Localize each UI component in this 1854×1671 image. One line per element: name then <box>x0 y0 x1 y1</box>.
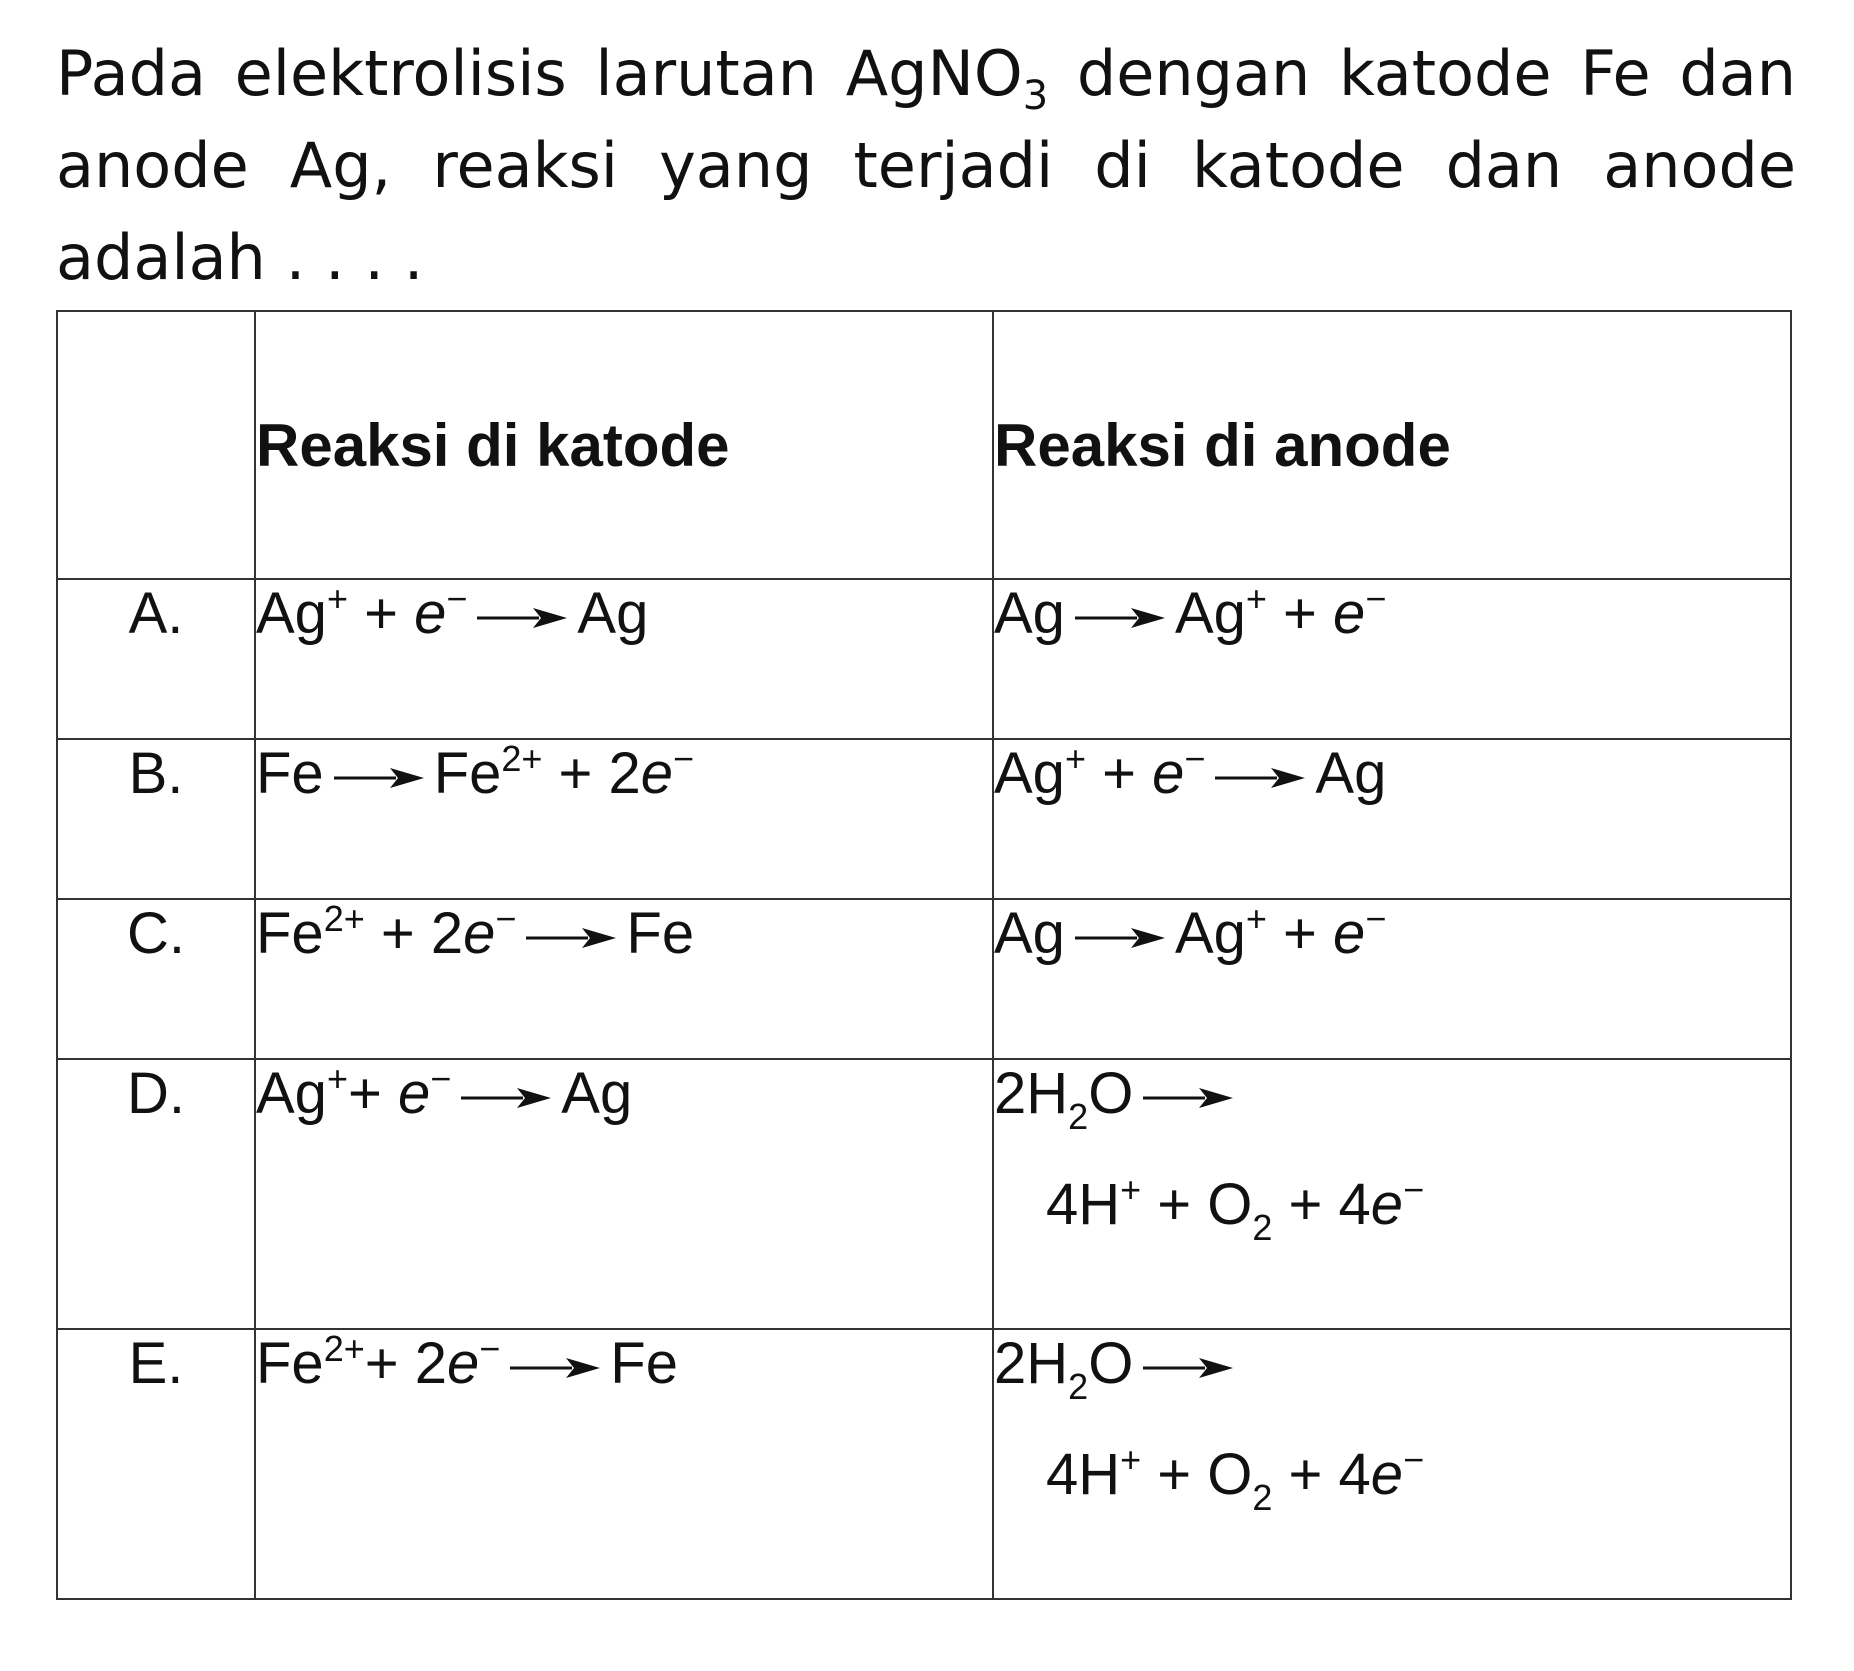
arrow-icon <box>461 1086 551 1110</box>
option-letter: B. <box>57 739 255 899</box>
option-row-b[interactable] <box>57 739 1791 899</box>
option-letter: A. <box>57 579 255 739</box>
anode-reaction: $2H_2O$ $4H^+ + O_2 + 4e^-$ <box>993 1059 1791 1329</box>
arrow-icon <box>526 926 616 950</box>
arrow-icon <box>1075 926 1165 950</box>
anode-reaction: Ag Ag+ + e− <box>993 899 1791 1059</box>
arrow-icon <box>334 766 424 790</box>
anode-reaction: $2H_2O$ $4H^+ + O_2 + 4e^-$ <box>993 1329 1791 1599</box>
table-header-row <box>57 311 1791 579</box>
header-anode: Reaksi di anode <box>993 311 1791 579</box>
question-part1: Pada elektrolisis larutan AgNO <box>56 37 1023 110</box>
arrow-icon <box>477 606 567 630</box>
question-subscript: 3 <box>1022 73 1049 119</box>
question-part2: dengan katode Fe dan anode Ag, reaksi yang terjadi di katode dan anode adalah . . . . <box>56 37 1797 294</box>
katode-reaction: Ag++ e− Ag <box>255 1059 993 1329</box>
katode-reaction: Ag+ + e− Ag <box>255 579 993 739</box>
katode-reaction: Fe $Fe^{2+} + 2e^-$ <box>255 739 993 899</box>
option-letter: C. <box>57 899 255 1059</box>
anode-reaction: Ag+ + e− Ag <box>993 739 1791 899</box>
header-blank <box>57 311 255 579</box>
question-text <box>56 28 1796 304</box>
arrow-icon <box>1143 1356 1233 1380</box>
option-row-e[interactable] <box>57 1329 1791 1599</box>
arrow-icon <box>1075 606 1165 630</box>
option-letter: D. <box>57 1059 255 1329</box>
header-katode: Reaksi di katode <box>255 311 993 579</box>
arrow-icon <box>510 1356 600 1380</box>
answer-table <box>56 310 1792 1600</box>
option-letter: E. <box>57 1329 255 1599</box>
katode-reaction: $Fe^{2+} + 2e^-$ Fe <box>255 899 993 1059</box>
arrow-icon <box>1215 766 1305 790</box>
option-row-c[interactable] <box>57 899 1791 1059</box>
option-row-d[interactable] <box>57 1059 1791 1329</box>
arrow-icon <box>1143 1086 1233 1110</box>
option-row-a[interactable] <box>57 579 1791 739</box>
anode-reaction: Ag Ag+ + e− <box>993 579 1791 739</box>
katode-reaction: $Fe^{2+}+ 2e^-$ Fe <box>255 1329 993 1599</box>
